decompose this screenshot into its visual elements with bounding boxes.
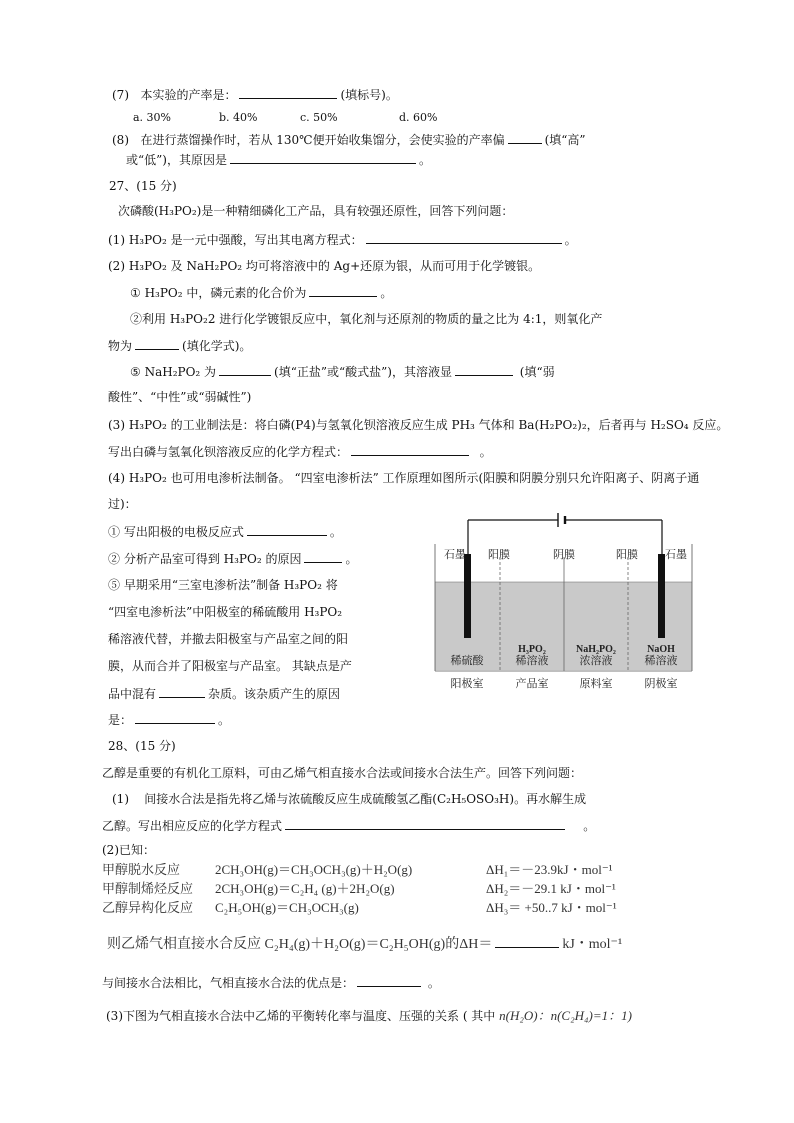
- solution-h3po2-label: 稀溶液: [515, 654, 549, 667]
- q27-intro: 次磷酸(H₃PO₂)是一种精细磷化工产品，具有较强还原性，回答下列问题：: [118, 204, 514, 218]
- solution-nah2po2-label: 浓溶液: [579, 654, 613, 667]
- solution-naoh-label: 稀溶液: [644, 654, 678, 667]
- answer-blank[interactable]: [495, 935, 559, 948]
- option-a: a. 30%: [133, 111, 172, 124]
- room-anode: 阳极室: [450, 677, 484, 690]
- item-number: (7): [112, 88, 129, 102]
- question-text: 与间接水合法相比，气相直接水合法的优点是：: [102, 976, 355, 990]
- q28-part3: [106, 1008, 632, 1024]
- reaction-3-name: 乙醇异构化反应: [102, 900, 194, 915]
- answer-blank[interactable]: [230, 151, 416, 164]
- question-text-end: 。: [218, 713, 231, 727]
- answer-blank[interactable]: [455, 363, 513, 376]
- q28-advantage: [102, 974, 440, 991]
- question-text: 物为: [108, 339, 133, 353]
- q26-line-8b: [126, 151, 431, 168]
- q27-part2: (2) H₃PO₂ 及 NaH₂PO₂ 均可将溶液中的 Ag+还原为银，从而可用于化学镀银。: [108, 259, 541, 273]
- question-text-end: 。: [564, 233, 577, 247]
- question-text: ⑤ NaH₂PO₂ 为: [130, 365, 217, 379]
- question-text-end: (填“高”: [544, 133, 586, 147]
- item-number: (1): [112, 792, 129, 806]
- label-anion-membrane: 阴膜: [553, 548, 575, 561]
- solution-h3po2-formula: H₃PO₂: [518, 644, 546, 655]
- q28-part1b: [102, 817, 595, 834]
- question-text-end: kJ・mol⁻¹: [562, 937, 623, 952]
- electrodialysis-diagram: [432, 512, 697, 694]
- answer-blank[interactable]: [135, 711, 215, 724]
- reaction-3-equation: C₂H₅OH(g)＝CH₃OCH₃(g): [215, 900, 359, 915]
- q27-header: 27、(15 分): [109, 179, 177, 193]
- question-text-end: 。: [427, 976, 440, 990]
- question-text-end: 。: [329, 525, 342, 539]
- reaction-2-enthalpy: ΔH₂＝－29.1 kJ・mol⁻¹: [486, 881, 616, 896]
- question-text: 则乙烯气相直接水合反应 C₂H₄(g)＋H₂O(g)＝C₂H₅OH(g)的ΔH＝: [107, 937, 493, 952]
- q27-part4-1: [108, 523, 342, 540]
- option-b: b. 40%: [219, 111, 258, 124]
- question-text: 本实验的产率是：: [140, 88, 237, 102]
- solution-naoh-formula: NaOH: [647, 644, 675, 655]
- q27-part4-3f: [108, 711, 230, 728]
- q26-line-7: [112, 86, 398, 103]
- option-d: d. 60%: [399, 111, 438, 124]
- room-product: 产品室: [515, 677, 549, 690]
- q27-part4-3b: “四室电渗析法”中阳极室的稀硫酸用 H₃PO₂: [108, 605, 343, 619]
- graphite-electrode-left: [464, 554, 471, 638]
- question-text: ① H₃PO₂ 中，磷元素的化合价为: [130, 286, 307, 300]
- solution-nah2po2-formula: NaH₂PO₂: [576, 644, 616, 655]
- q26-line-8: [112, 131, 586, 148]
- question-text: 在进行蒸馏操作时，若从 130℃便开始收集馏分，会使实验的产率偏: [140, 133, 505, 147]
- q27-part4: (4) H₃PO₂ 也可用电渗析法制备。 “四室电渗析法” 工作原理如图所示(阳膜和阴膜分别只允许阳离子、阴离子通: [108, 471, 700, 485]
- answer-blank[interactable]: [247, 523, 327, 536]
- question-text: 间接水合法是指先将乙烯与浓硫酸反应生成硫酸氢乙酯(C₂H₅OSO₃H)。再水解生成: [144, 792, 587, 806]
- reaction-1-enthalpy: ΔH₁＝－23.9kJ・mol⁻¹: [486, 862, 613, 877]
- answer-blank[interactable]: [285, 817, 565, 830]
- answer-blank[interactable]: [351, 443, 469, 456]
- label-graphite-left: 石墨: [444, 548, 466, 561]
- q28-intro: 乙醇是重要的有机化工原料，可由乙烯气相直接水合法或间接水合法生产。回答下列问题：: [102, 766, 583, 780]
- question-text: (3)下图为气相直接水合法中乙烯的平衡转化率与温度、压强的关系 ( 其中: [106, 1009, 496, 1023]
- question-text: 乙醇。写出相应反应的化学方程式: [102, 819, 283, 833]
- question-text-end: 。: [380, 286, 393, 300]
- q28-header: 28、(15 分): [108, 739, 176, 753]
- label-graphite-right: 石墨: [665, 548, 687, 561]
- question-text: 是：: [108, 713, 133, 727]
- question-text-end: (填标号)。: [340, 88, 398, 102]
- q27-part2-2: ②利用 H₃PO₂2 进行化学镀银反应中，氧化剂与还原剂的物质的量之比为 4:1，则氧化产: [130, 312, 603, 326]
- question-text-end: 。: [479, 445, 492, 459]
- answer-blank[interactable]: [366, 231, 562, 244]
- label-cation-membrane-right: 阳膜: [616, 548, 638, 561]
- solution-dilute-sulfuric: 稀硫酸: [450, 654, 484, 667]
- q27-part4-3e: [108, 685, 340, 702]
- q27-part4-3d: 膜，从而合并了阳极室与产品室。 其缺点是产: [108, 659, 352, 673]
- question-text-end: 。: [583, 819, 596, 833]
- answer-blank[interactable]: [219, 363, 271, 376]
- reaction-1-name: 甲醇脱水反应: [102, 862, 181, 877]
- answer-blank[interactable]: [159, 685, 205, 698]
- q28-part1: [112, 791, 586, 807]
- mole-ratio: n(H₂O)：n(C₂H₄)=1：1): [499, 1008, 632, 1023]
- q27-part4b: 过)：: [108, 497, 137, 511]
- question-text-end: (填化学式)。: [182, 339, 252, 353]
- question-text: (1) H₃PO₂ 是一元中强酸，写出其电离方程式：: [108, 233, 363, 247]
- q27-part1: [108, 231, 577, 248]
- answer-blank[interactable]: [135, 337, 179, 350]
- q27-part4-3c: 稀溶液代替，并撤去阳极室与产品室之间的阳: [108, 632, 349, 646]
- q27-part4-2: [108, 550, 357, 567]
- room-feed: 原料室: [579, 677, 613, 690]
- item-number: (8): [112, 133, 129, 147]
- graphite-electrode-right: [658, 554, 665, 638]
- label-cation-membrane-left: 阳膜: [488, 548, 510, 561]
- reaction-2-equation: 2CH₃OH(g)＝C₂H₄ (g)＋2H₂O(g): [215, 881, 395, 896]
- q27-part3b: [108, 443, 492, 460]
- reaction-3-enthalpy: ΔH₃＝ +50..7 kJ・mol⁻¹: [486, 900, 617, 915]
- q27-part2-1: [130, 284, 392, 301]
- answer-blank[interactable]: [309, 284, 377, 297]
- answer-blank[interactable]: [239, 86, 337, 99]
- q28-part2: (2)已知：: [102, 843, 155, 857]
- reaction-2-name: 甲醇制烯烃反应: [102, 881, 194, 896]
- question-text: 或“低”)，其原因是: [126, 153, 227, 167]
- q27-part3: (3) H₃PO₂ 的工业制法是：将白磷(P4)与氢氧化钡溶液反应生成 PH₃ 气体和 Ba(H₂PO₂)₂，后者再与 H₂SO₄ 反应。: [108, 418, 729, 432]
- question-text-end: 杂质。该杂质产生的原因: [208, 687, 341, 701]
- q27-part2-2b: [108, 337, 251, 354]
- question-text-end: 。: [418, 153, 431, 167]
- question-text: ① 写出阳极的电极反应式: [108, 525, 244, 539]
- question-text: 写出白磷与氢氧化钡溶液反应的化学方程式：: [108, 445, 349, 459]
- question-text-end: (填“弱: [519, 365, 555, 379]
- q27-part4-3a: ⑤ 早期采用“三室电渗析法”制备 H₃PO₂ 将: [108, 578, 338, 592]
- q27-part2-3: [130, 363, 555, 380]
- answer-blank[interactable]: [508, 131, 542, 144]
- question-text: ② 分析产品室可得到 H₃PO₂ 的原因: [108, 552, 302, 566]
- answer-blank[interactable]: [304, 550, 342, 563]
- q28-delta-h-question: [107, 933, 622, 953]
- room-cathode: 阴极室: [644, 677, 678, 690]
- reaction-1-equation: 2CH₃OH(g)＝CH₃OCH₃(g)＋H₂O(g): [215, 862, 413, 877]
- answer-blank[interactable]: [357, 974, 421, 987]
- question-text-end: 。: [345, 552, 358, 566]
- question-text: 品中混有: [108, 687, 157, 701]
- option-c: c. 50%: [300, 111, 338, 124]
- q27-part2-3b: 酸性”、“中性”或“弱碱性”): [108, 390, 252, 404]
- question-text: (填“正盐”或“酸式盐”)，其溶液显: [274, 365, 452, 379]
